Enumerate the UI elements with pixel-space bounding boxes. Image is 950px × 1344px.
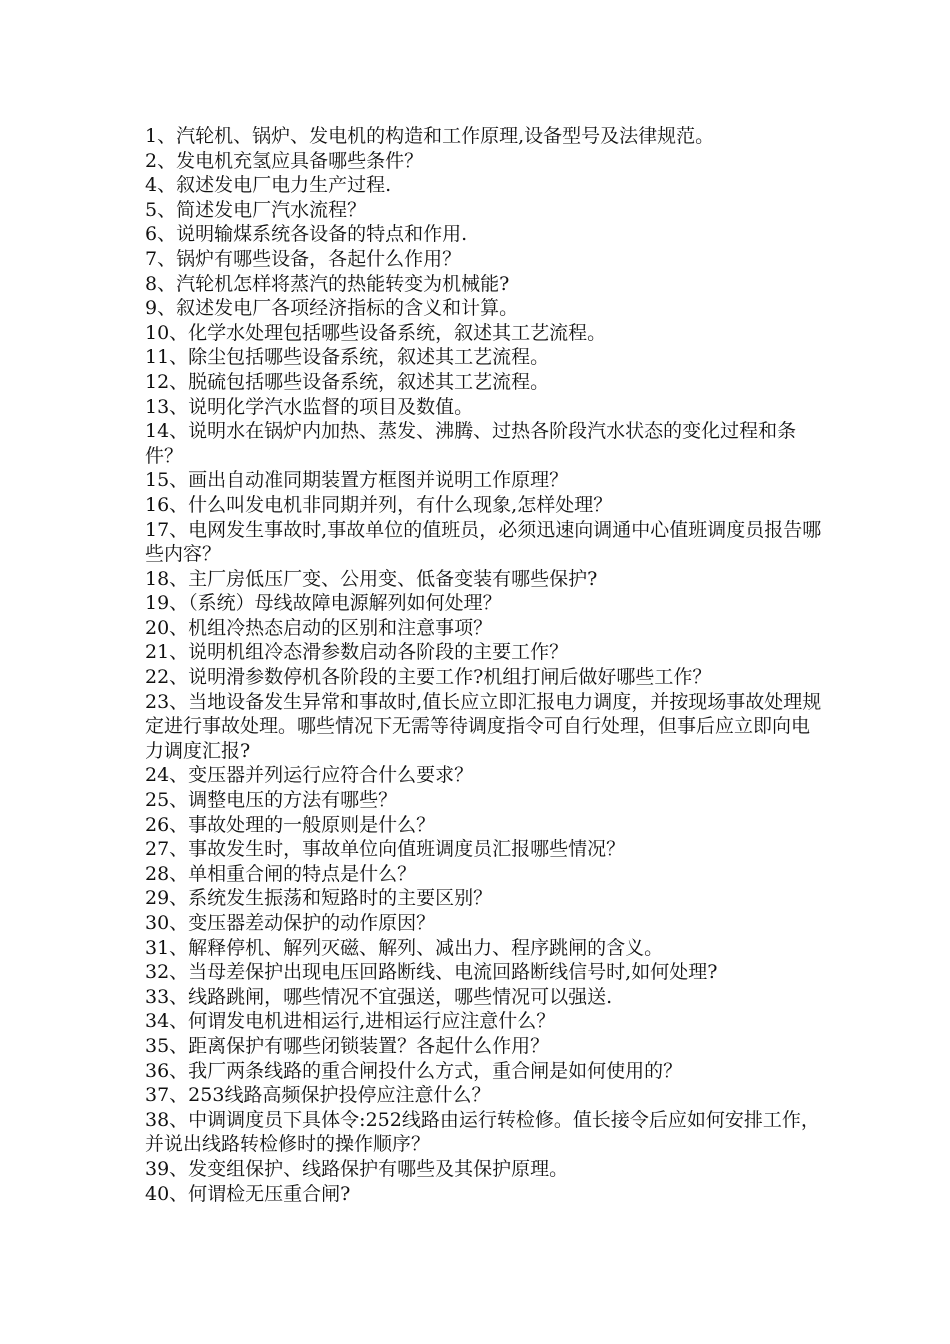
question-item: 7、锅炉有哪些设备，各起什么作用？	[145, 247, 462, 270]
question-item: 11、除尘包括哪些设备系统，叙述其工艺流程。	[145, 346, 550, 369]
question-item: 38、中调调度员下具体令:252线路由运行转检修。值长接令后应如何安排工作，并说出线路转检修时的操作顺序？	[145, 1108, 820, 1156]
question-item: 4、叙述发电厂电力生产过程.	[145, 174, 392, 197]
question-item: 25、调整电压的方法有哪些？	[145, 789, 398, 812]
question-item: 33、线路跳闸，哪些情况不宜强送，哪些情况可以强送.	[145, 985, 613, 1008]
question-item: 24、变压器并列运行应符合什么要求？	[145, 764, 474, 787]
question-item: 14、说明水在锅炉内加热、蒸发、沸腾、过热各阶段汽水状态的变化过程和条件？	[145, 420, 797, 467]
question-item: 12、脱硫包括哪些设备系统，叙述其工艺流程。	[145, 370, 550, 393]
question-item: 16、什么叫发电机非同期并列，有什么现象,怎样处理？	[145, 493, 613, 516]
question-item: 39、发变组保护、线路保护有哪些及其保护原理。	[145, 1157, 569, 1180]
question-item: 27、事故发生时，事故单位向值班调度员汇报哪些情况？	[145, 838, 626, 861]
question-item: 31、解释停机、解列灭磁、解列、减出力、程序跳闸的含义。	[145, 936, 664, 959]
question-item: 36、我厂两条线路的重合闸投什么方式，重合闸是如何使用的？	[145, 1059, 683, 1082]
question-list	[145, 124, 825, 1206]
question-item: 1、汽轮机、锅炉、发电机的构造和工作原理,设备型号及法律规范。	[145, 125, 715, 147]
question-item: 18、主厂房低压厂变、公用变、低备变装有哪些保护?	[145, 567, 598, 590]
question-item: 9、叙述发电厂各项经济指标的含义和计算。	[145, 297, 519, 320]
question-item: 37、253线路高频保护投停应注意什么？	[145, 1084, 491, 1107]
question-item: 28、单相重合闸的特点是什么？	[145, 862, 417, 885]
question-item: 26、事故处理的一般原则是什么？	[145, 813, 436, 836]
question-item: 2、发电机充氢应具备哪些条件？	[145, 149, 424, 172]
question-item: 8、汽轮机怎样将蒸汽的热能转变为机械能?	[145, 272, 510, 295]
question-item: 5、简述发电厂汽水流程？	[145, 198, 367, 221]
question-item: 35、距离保护有哪些闭锁装置？各起什么作用？	[145, 1034, 550, 1057]
question-item: 32、当母差保护出现电压回路断线、电流回路断线信号时,如何处理?	[145, 961, 718, 984]
question-item: 17、电网发生事故时,事故单位的值班员，必须迅速向调通中心值班调度员报告哪些内容？	[145, 518, 822, 566]
question-item: 23、当地设备发生异常和事故时,值长应立即汇报电力调度，并按现场事故处理规定进行事故处理。哪些情况下无需等待调度指令可自行处理，但事后应立即向电力调度汇报?	[145, 690, 822, 762]
question-item: 30、变压器差动保护的动作原因？	[145, 912, 436, 934]
question-item: 19、（系统）母线故障电源解列如何处理？	[145, 592, 502, 615]
question-item: 15、画出自动准同期装置方框图并说明工作原理？	[145, 469, 569, 492]
question-item: 13、说明化学汽水监督的项目及数值。	[145, 395, 474, 418]
question-item: 10、化学水处理包括哪些设备系统，叙述其工艺流程。	[145, 321, 607, 344]
question-item: 6、说明输煤系统各设备的特点和作用.	[145, 223, 468, 246]
question-item: 34、何谓发电机进相运行,进相运行应注意什么？	[145, 1010, 556, 1033]
question-item: 21、说明机组冷态滑参数启动各阶段的主要工作？	[145, 641, 569, 664]
question-item: 29、系统发生振荡和短路时的主要区别？	[145, 887, 493, 910]
question-item: 22、说明滑参数停机各阶段的主要工作?机组打闸后做好哪些工作？	[145, 666, 712, 689]
question-item: 40、何谓检无压重合闸?	[145, 1182, 351, 1205]
question-item: 20、机组冷热态启动的区别和注意事项？	[145, 616, 493, 639]
